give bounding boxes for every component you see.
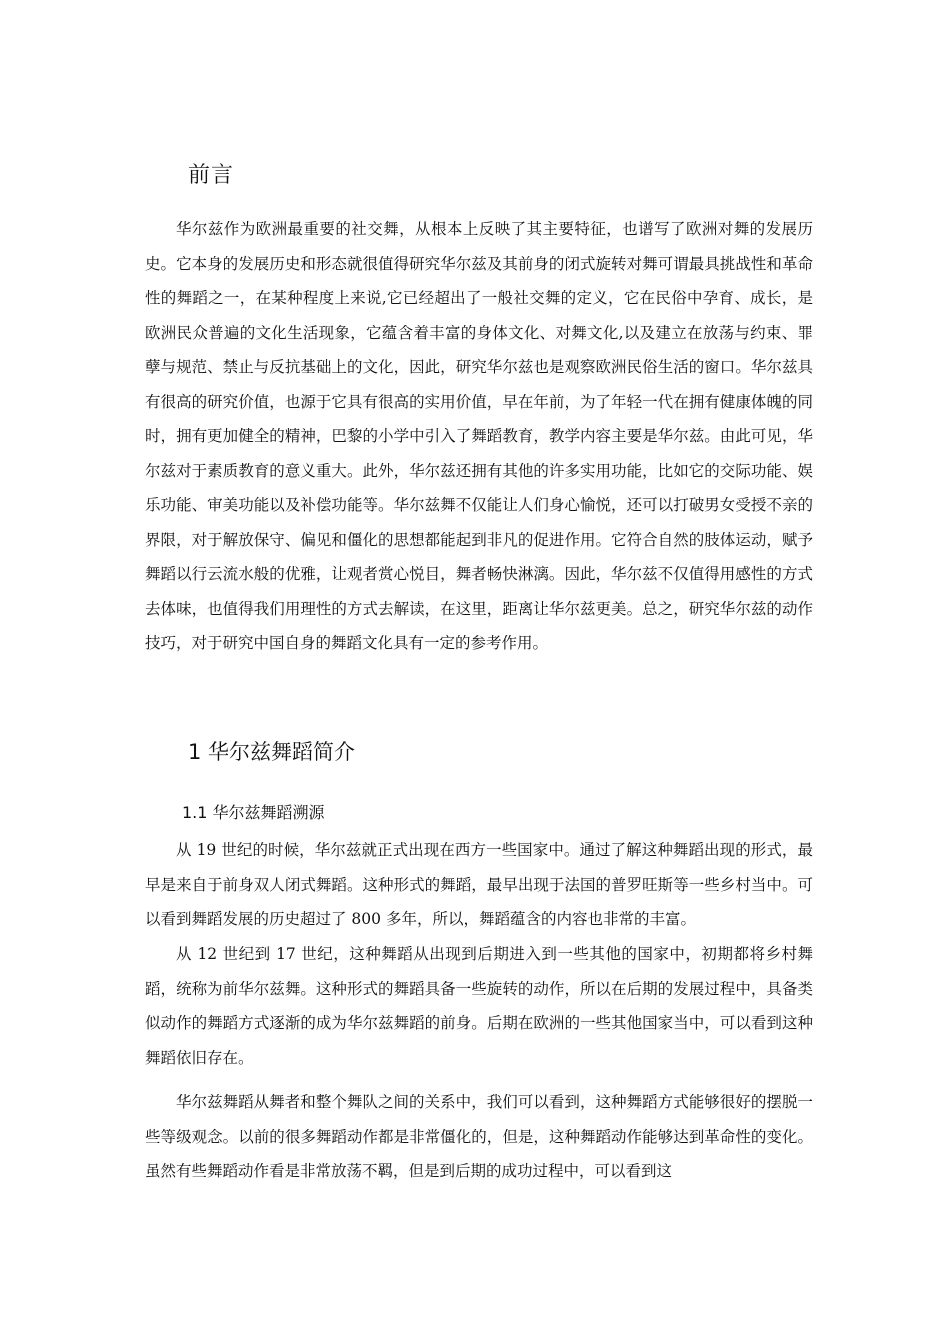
section-1-1-heading: 1.1 华尔兹舞蹈溯源 — [182, 803, 325, 822]
section-1-1-paragraph-3: 华尔兹舞蹈从舞者和整个舞队之间的关系中，我们可以看到，这种舞蹈方式能够很好的摆脱一些等级观念。以前的很多舞蹈动作都是非常僵化的，但是，这种舞蹈动作能够达到革命性的变化。虽然有些舞蹈动作看是非常放荡不羁，但是到后期的成功过程中，可以看到这 — [145, 1093, 813, 1180]
section-1-1-paragraph-2: 从 12 世纪到 17 世纪，这种舞蹈从出现到后期进入到一些其他的国家中，初期都将乡村舞蹈，统称为前华尔兹舞。这种形式的舞蹈具备一些旋转的动作，所以在后期的发展过程中，具备类似动作的舞蹈方式逐渐的成为华尔兹舞蹈的前身。后期在欧洲的一些其他国家当中，可以看到这种舞蹈依旧存在。 — [145, 945, 813, 1067]
preface-paragraph: 华尔兹作为欧洲最重要的社交舞，从根本上反映了其主要特征，也谱写了欧洲对舞的发展历史。它本身的发展历史和形态就很值得研究华尔兹及其前身的闭式旋转对舞可谓最具挑战性和革命性的舞蹈之一，在某种程度上来说,它已经超出了一般社交舞的定义，它在民俗中孕育、成长，是欧洲民众普遍的文化生活现象，它蕴含着丰富的身体文化、对舞文化,以及建立在放荡与约束、罪孽与规范、禁止与反抗基础上的文化，因此，研究华尔兹也是观察欧洲民俗生活的窗口。华尔兹具有很高的研究价值，也源于它具有很高的实用价值，早在年前，为了年轻一代在拥有健康体魄的同时，拥有更加健全的精神，巴黎的小学中引入了舞蹈教育，教学内容主要是华尔兹。由此可见，华尔兹对于素质教育的意义重大。此外，华尔兹还拥有其他的许多实用功能，比如它的交际功能、娱乐功能、审美功能以及补偿功能等。华尔兹舞不仅能让人们身心愉悦，还可以打破男女受授不亲的界限，对于解放保守、偏见和僵化的思想都能起到非凡的促进作用。它符合自然的肢体运动，赋予舞蹈以行云流水般的优雅，让观者赏心悦目，舞者畅快淋漓。因此，华尔兹不仅值得用感性的方式去体味，也值得我们用理性的方式去解读，在这里，距离让华尔兹更美。总之，研究华尔兹的动作技巧，对于研究中国自身的舞蹈文化具有一定的参考作用。 — [145, 220, 813, 652]
preface-heading: 前言 — [188, 163, 235, 188]
section-1-heading: 1 华尔兹舞蹈简介 — [188, 740, 356, 764]
section-1-1-paragraph-1: 从 19 世纪的时候，华尔兹就正式出现在西方一些国家中。通过了解这种舞蹈出现的形式，最早是来自于前身双人闭式舞蹈。这种形式的舞蹈，最早出现于法国的普罗旺斯等一些乡村当中。可以看到舞蹈发展的历史超过了 800 多年，所以，舞蹈蕴含的内容也非常的丰富。 — [145, 841, 813, 928]
